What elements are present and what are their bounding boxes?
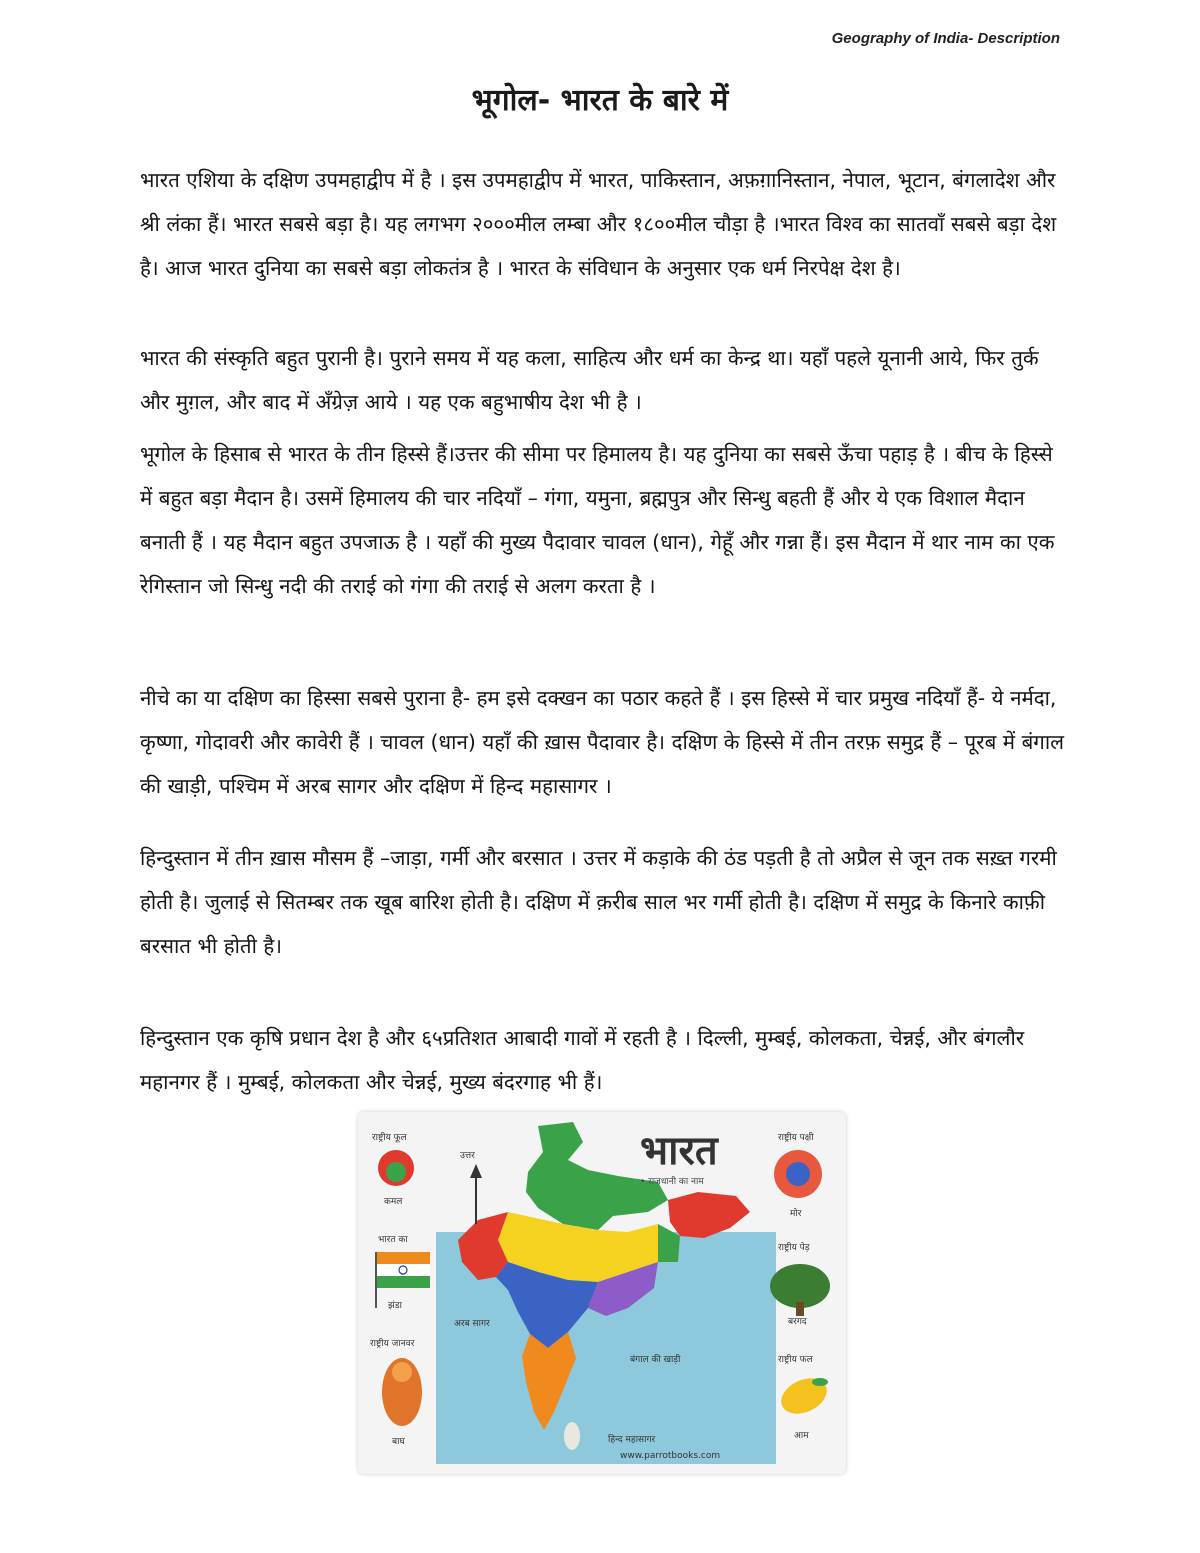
tree-label: राष्ट्रीय पेड़ xyxy=(778,1243,810,1253)
northeast-region xyxy=(668,1192,750,1238)
india-map-image xyxy=(358,1112,846,1474)
paragraph: हिन्दुस्तान में तीन ख़ास मौसम हैं –जाड़ा, गर्मी और बरसात । उत्तर में कड़ाके की ठंड पड़ती है तो अप्रैल से जून तक सख़्त गरमी होती है। जुलाई से सितम्बर तक खूब बारिश होती है। दक्षिण में क़रीब साल भर गर्मी होती है। दक्षिण में समुद्र के किनारे काफ़ी बरसात भी होती है। xyxy=(140,846,1057,958)
flower-name: कमल xyxy=(384,1197,403,1207)
india-map-svg xyxy=(358,1112,846,1474)
banyan-tree-icon xyxy=(770,1264,830,1308)
animal-label: राष्ट्रीय जानवर xyxy=(370,1339,415,1349)
map-subtitle: • राजधानी का नाम xyxy=(640,1177,704,1187)
lotus-leaf-icon xyxy=(386,1162,406,1182)
website-label: www.parrotbooks.com xyxy=(620,1451,721,1461)
bird-name: मोर xyxy=(790,1209,802,1219)
paragraph: नीचे का या दक्षिण का हिस्सा सबसे पुराना है- हम इसे दक्खन का पठार कहते हैं । इस हिस्से में चार प्रमुख नदियाँ हैं- ये नर्मदा, कृष्णा, गोदावरी और कावेरी हैं । चावल (धान) यहाँ की ख़ास पैदावार है। दक्षिण के हिस्से में तीन तरफ़ समुद्र हैं – पूरब में बंगाल की खाड़ी, पश्चिम में अरब सागर और दक्षिण में हिन्द महासागर । xyxy=(140,686,1065,798)
page-title: भूगोल- भारत के बारे में xyxy=(471,83,729,118)
fruit-name: आम xyxy=(794,1431,809,1441)
flag-saffron xyxy=(376,1252,430,1264)
header-caption: Geography of India- Description xyxy=(831,30,1060,47)
tiger-face-icon xyxy=(392,1362,412,1382)
sri-lanka xyxy=(564,1422,580,1450)
peacock-feather-icon xyxy=(786,1162,810,1186)
mango-leaf-icon xyxy=(812,1378,828,1386)
tree-name: बरगद xyxy=(788,1317,807,1327)
bird-label: राष्ट्रीय पक्षी xyxy=(778,1133,814,1143)
banyan-trunk-icon xyxy=(796,1302,804,1316)
paragraph: हिन्दुस्तान एक कृषि प्रधान देश है और ६५प्रतिशत आबादी गावों में रहती है । दिल्ली, मुम्बई, कोलकता, चेन्नई, और बंगलौर महानगर हैं । मुम्बई, कोलकता और चेन्नई, मुख्य बंदरगाह भी हैं। xyxy=(140,1026,1025,1094)
paragraph: भारत एशिया के दक्षिण उपमहाद्वीप में है । इस उपमहाद्वीप में भारत, पाकिस्तान, अफ़ग़ानिस्तान, नेपाल, भूटान, बंगलादेश और श्री लंका हैं। भारत सबसे बड़ा है। यह लगभग २०००मील लम्बा और १८००मील चौड़ा है ।भारत विश्व का सातवाँ सबसे बड़ा देश है। आज भारत दुनिया का सबसे बड़ा लोकतंत्र है । भारत के संविधान के अनुसार एक धर्म निरपेक्ष देश है। xyxy=(140,168,1057,280)
compass-label: उत्तर xyxy=(460,1151,475,1161)
arabian-sea-label: अरब सागर xyxy=(454,1319,490,1329)
paragraph: भारत की संस्कृति बहुत पुरानी है। पुराने समय में यह कला, साहित्य और धर्म का केन्द्र था। यहाँ पहले यूनानी आये, फिर तुर्क और मुग़ल, और बाद में अँग्रेज़ आये । यह एक बहुभाषीय देश भी है । xyxy=(140,346,1039,414)
map-title: भारत xyxy=(640,1128,718,1174)
flag-green xyxy=(376,1276,430,1288)
paragraph: भूगोल के हिसाब से भारत के तीन हिस्से हैं।उत्तर की सीमा पर हिमालय है। यह दुनिया का सबसे ऊँचा पहाड़ है । बीच के हिस्से में बहुत बड़ा मैदान है। उसमें हिमालय की चार नदियाँ – गंगा, यमुना, ब्रह्मपुत्र और सिन्धु बहती हैं और ये एक विशाल मैदान बनाती हैं । यह मैदान बहुत उपजाऊ है । यहाँ की मुख्य पैदावार चावल (धान), गेहूँ और गन्ना हैं। इस मैदान में थार नाम का एक रेगिस्तान जो सिन्धु नदी की तराई को गंगा की तराई से अलग करता है । xyxy=(140,442,1055,598)
flower-label: राष्ट्रीय फूल xyxy=(372,1133,407,1143)
fruit-label: राष्ट्रीय फल xyxy=(778,1355,813,1365)
compass-head xyxy=(470,1164,482,1178)
bay-label: बंगाल की खाड़ी xyxy=(630,1355,681,1365)
flag-label: भारत का xyxy=(378,1235,408,1245)
animal-name: बाघ xyxy=(392,1437,405,1447)
ocean-label: हिन्द महासागर xyxy=(608,1435,656,1445)
flag-name: झंडा xyxy=(388,1301,402,1311)
